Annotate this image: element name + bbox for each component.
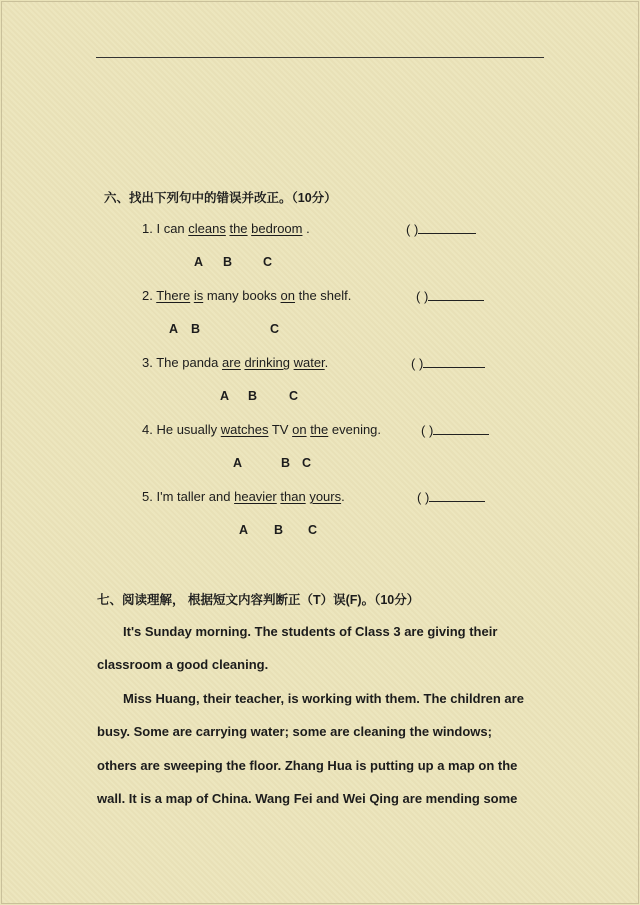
option-label-a: A (239, 523, 249, 537)
answer-slot-1[interactable]: ( ) (406, 221, 476, 237)
question-1: 1. I can cleans the bedroom . (142, 221, 310, 236)
passage-line: wall. It is a map of China. Wang Fei and Wei Qing are mending some (97, 791, 518, 806)
header-rule (96, 57, 544, 58)
option-label-c: C (302, 456, 312, 470)
option-label-b: B (274, 523, 284, 537)
option-label-a: A (233, 456, 243, 470)
answer-slot-2[interactable]: ( ) (416, 288, 484, 304)
option-label-b: B (223, 255, 233, 269)
passage-line: classroom a good cleaning. (97, 657, 269, 672)
option-label-b: B (281, 456, 291, 470)
passage-line: Miss Huang, their teacher, is working with them. The children are (123, 691, 524, 706)
passage-line: busy. Some are carrying water; some are cleaning the windows; (97, 724, 492, 739)
option-label-a: A (194, 255, 204, 269)
option-label-c: C (289, 389, 299, 403)
passage-line: others are sweeping the floor. Zhang Hua is putting up a map on the (97, 758, 518, 773)
section-7-title: 七、阅读理解， 根据短文内容判断正（T）误(F)。（10分） (97, 593, 420, 607)
answer-slot-5[interactable]: ( ) (417, 489, 485, 505)
answer-slot-4[interactable]: ( ) (421, 422, 489, 438)
option-label-a: A (169, 322, 179, 336)
option-label-c: C (270, 322, 280, 336)
question-2: 2. There is many books on the shelf. (142, 288, 352, 303)
option-label-b: B (248, 389, 258, 403)
option-label-c: C (263, 255, 273, 269)
option-label-b: B (191, 322, 201, 336)
option-label-a: A (220, 389, 230, 403)
question-4: 4. He usually watches TV on the evening. (142, 422, 382, 437)
passage-line: It's Sunday morning. The students of Class 3 are giving their (123, 624, 498, 639)
question-3: 3. The panda are drinking water. (142, 355, 329, 370)
question-5: 5. I'm taller and heavier than yours. (142, 489, 345, 504)
section-6-title: 六、找出下列句中的错误并改正。（10分） (104, 191, 337, 205)
answer-slot-3[interactable]: ( ) (411, 355, 485, 371)
option-label-c: C (308, 523, 318, 537)
